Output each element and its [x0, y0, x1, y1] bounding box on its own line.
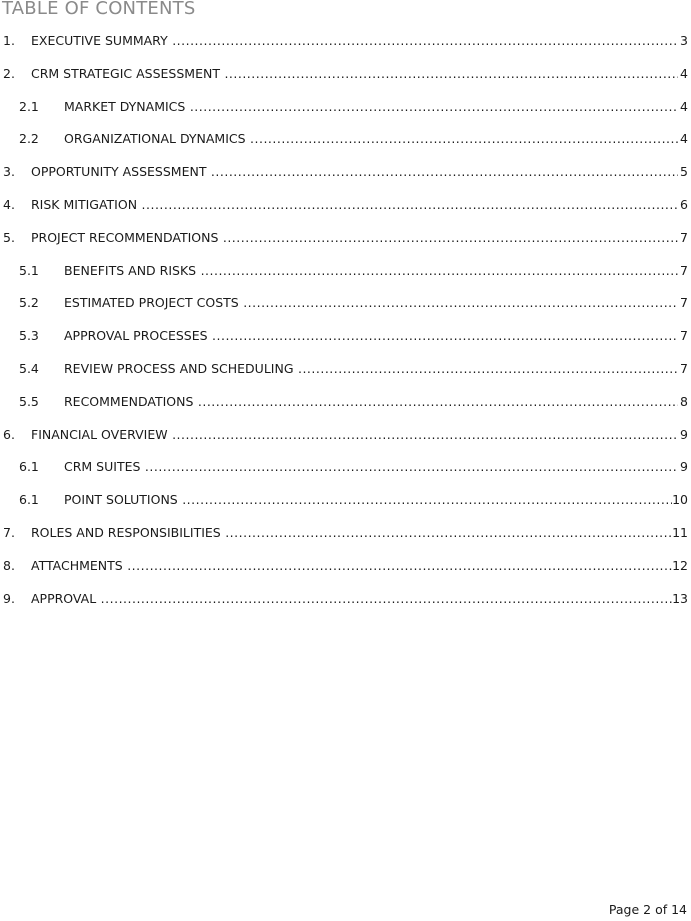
toc-entry-page-number: 5 [678, 163, 688, 181]
toc-entry-page-number: 9 [678, 426, 688, 444]
toc-entry-page-number: 13 [672, 590, 688, 606]
toc-entry-number: 8. [3, 557, 15, 573]
page-number-footer: Page 2 of 14 [608, 902, 687, 917]
toc-entry[interactable] [0, 98, 691, 116]
toc-entry-number: 2. [3, 65, 15, 81]
toc-entry-label[interactable]: RECOMMENDATIONS ..... [64, 393, 679, 411]
toc-entry[interactable] [0, 393, 691, 411]
toc-entry-label[interactable]: CRM STRATEGIC ASSESSMENT ..... [31, 65, 679, 83]
toc-entry-number: 5.1 [19, 262, 39, 278]
toc-entry[interactable] [0, 196, 691, 214]
toc-entry-label[interactable]: BENEFITS AND RISKS ..... [64, 262, 679, 280]
toc-entry-label[interactable]: APPROVAL PROCESSES ..... [64, 327, 679, 345]
toc-entry[interactable] [0, 327, 691, 345]
toc-entry-label[interactable]: EXECUTIVE SUMMARY ..... [31, 32, 679, 50]
toc-entry[interactable] [0, 557, 691, 575]
toc-entry-number: 6.1 [19, 459, 39, 475]
toc-entry-page-number: 9 [678, 458, 688, 476]
toc-entry-number: 5.2 [19, 295, 39, 311]
toc-entry[interactable] [0, 130, 691, 148]
toc-entry-label[interactable]: ATTACHMENTS ..... [31, 557, 673, 575]
toc-entry-number: 6. [3, 426, 15, 442]
toc-entry[interactable] [0, 163, 691, 181]
toc-entry[interactable] [0, 294, 691, 312]
toc-entry-number: 2.2 [19, 131, 39, 147]
toc-entry[interactable] [0, 524, 691, 542]
toc-entry-page-number: 7 [678, 229, 688, 247]
toc-entry-number: 1. [3, 33, 15, 48]
toc-entry[interactable] [0, 590, 691, 608]
toc-entry-page-number: 4 [678, 98, 688, 116]
toc-entry[interactable] [0, 32, 691, 50]
toc-entry-number: 5.5 [19, 393, 39, 409]
toc-entry-number: 2.1 [19, 98, 39, 114]
toc-entry-label[interactable]: ROLES AND RESPONSIBILITIES ..... [31, 524, 673, 542]
page-title: TABLE OF CONTENTS [2, 0, 196, 19]
toc-entry[interactable] [0, 65, 691, 83]
toc-entry-page-number: 4 [678, 130, 688, 148]
toc-entry-label[interactable]: POINT SOLUTIONS ..... [64, 491, 673, 509]
toc-entry-page-number: 4 [678, 65, 688, 83]
toc-entry-label[interactable]: FINANCIAL OVERVIEW ..... [31, 426, 679, 444]
toc-entry[interactable] [0, 491, 691, 509]
toc-entry-number: 6.1 [19, 492, 39, 508]
toc-entry-page-number: 11 [672, 525, 688, 540]
toc-entry-label[interactable]: APPROVAL ..... [31, 590, 673, 608]
toc-entry-number: 5. [3, 229, 15, 245]
toc-entry-number: 4. [3, 197, 15, 212]
toc-entry[interactable] [0, 229, 691, 247]
toc-entry-label[interactable]: ORGANIZATIONAL DYNAMICS ..... [64, 130, 679, 148]
toc-entry-number: 7. [3, 525, 15, 540]
toc-entry-page-number: 7 [678, 360, 688, 378]
toc-entry-label[interactable]: OPPORTUNITY ASSESSMENT ..... [31, 163, 679, 181]
toc-entry[interactable] [0, 426, 691, 444]
toc-entry-page-number: 7 [678, 262, 688, 280]
toc-entry-number: 9. [3, 590, 15, 606]
toc-entry-label[interactable]: MARKET DYNAMICS ..... [64, 98, 679, 116]
toc-entry-page-number: 6 [678, 196, 688, 214]
toc-entry-page-number: 7 [678, 327, 688, 345]
toc-entry-number: 3. [3, 164, 15, 180]
toc-entry-page-number: 12 [672, 557, 688, 573]
toc-entry-page-number: 10 [672, 492, 688, 508]
toc-entry-page-number: 7 [678, 294, 688, 312]
toc-entry[interactable] [0, 458, 691, 476]
toc-entry-label[interactable]: REVIEW PROCESS AND SCHEDULING ..... [64, 360, 679, 378]
toc-entry-label[interactable]: RISK MITIGATION ..... [31, 196, 679, 214]
toc-entry-page-number: 8 [678, 393, 688, 411]
toc-entry-number: 5.3 [19, 328, 39, 344]
toc-entry-label[interactable]: ESTIMATED PROJECT COSTS ..... [64, 294, 679, 312]
toc-entry-label[interactable]: CRM SUITES ..... [64, 458, 679, 476]
toc-entry-page-number: 3 [678, 32, 688, 50]
toc-entry[interactable] [0, 360, 691, 378]
toc-entry[interactable] [0, 262, 691, 280]
toc-entry-label[interactable]: PROJECT RECOMMENDATIONS ..... [31, 229, 679, 247]
toc-entry-number: 5.4 [19, 361, 39, 376]
